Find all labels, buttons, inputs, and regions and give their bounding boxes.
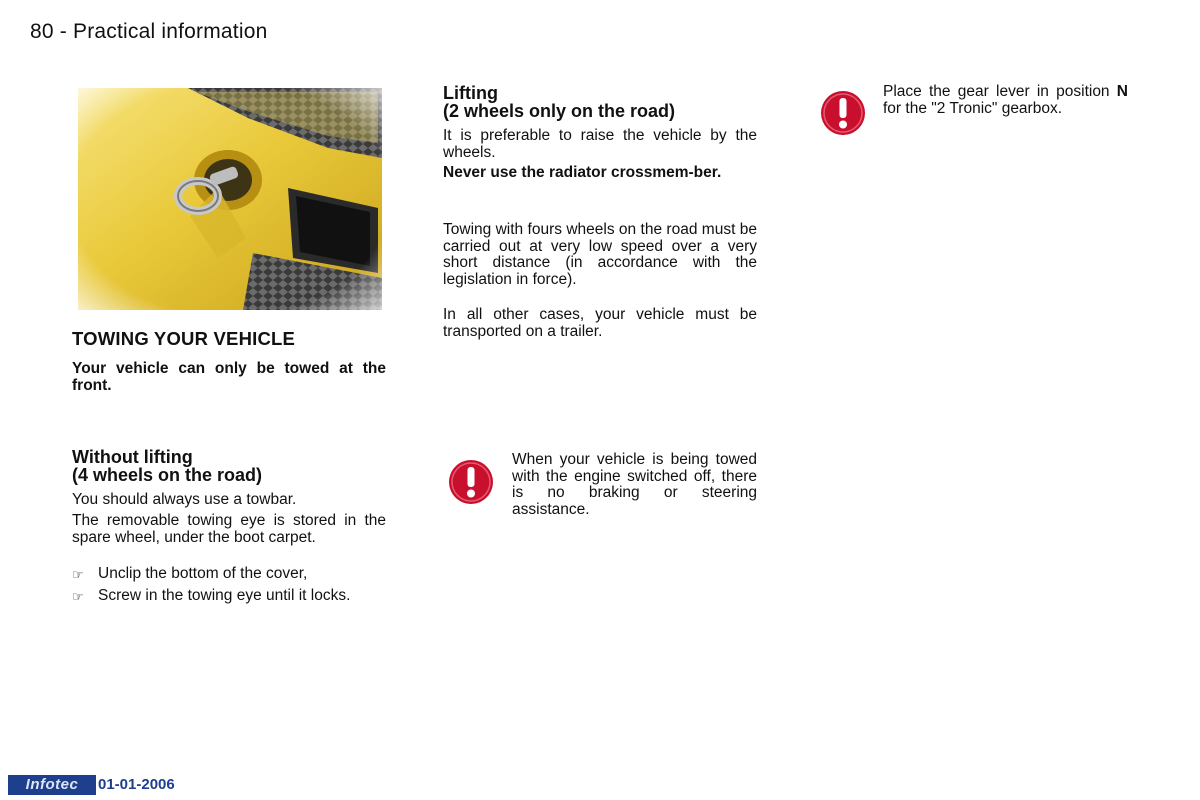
towing-eye-illustration (78, 88, 382, 310)
car-bumper-image (78, 88, 382, 310)
hand-pointer-icon: ☞ (72, 589, 84, 604)
towing-eye-paragraph: The removable towing eye is stored in the spare wheel, under the boot carpet. (72, 512, 386, 546)
four-wheels-paragraph: Towing with fours wheels on the road must be carried out at very low speed over a very short distance (in accordance with the legislation in force). (443, 221, 757, 288)
intro-bold-text: Your vehicle can only be towed at the front. (72, 360, 386, 394)
gear-warning-suffix: for the "2 Tronic" gearbox. (883, 99, 1063, 117)
page-header: 80 - Practical information (30, 20, 268, 43)
lifting-heading (443, 84, 675, 120)
trailer-paragraph: In all other cases, your vehicle must be transported on a trailer. (443, 306, 757, 340)
lifting-subtitle: (2 wheels only on the road) (443, 101, 676, 121)
bullet-text: Unclip the bottom of the cover, (98, 565, 308, 582)
list-item (72, 588, 386, 606)
infotec-logo: Infotec (8, 775, 96, 795)
without-lifting-title: Without lifting (72, 447, 193, 467)
without-lifting-heading (72, 448, 262, 484)
towbar-paragraph: You should always use a towbar. (72, 491, 297, 508)
hand-pointer-icon: ☞ (72, 567, 84, 582)
radiator-warning-text: Never use the radiator crossmem-ber. (443, 164, 722, 181)
gear-warning-prefix: Place the gear lever in position (883, 83, 1110, 100)
towed-warning-text: When your vehicle is being towed with the engine switched off, there is no braking or steering assistance. (512, 451, 757, 518)
gear-lever-warning-text (883, 84, 1128, 117)
raise-wheels-paragraph: It is preferable to raise the vehicle by the wheels. (443, 127, 757, 161)
list-item (72, 566, 386, 584)
bullet-text: Screw in the towing eye until it locks. (98, 587, 351, 604)
warning-icon (448, 459, 494, 505)
without-lifting-subtitle: (4 wheels on the road) (72, 465, 263, 485)
gear-position-n: N (1116, 83, 1128, 100)
section-title: TOWING YOUR VEHICLE (72, 328, 296, 349)
lifting-title: Lifting (443, 83, 498, 103)
warning-icon (820, 90, 866, 136)
footer-date: 01-01-2006 (98, 776, 175, 793)
